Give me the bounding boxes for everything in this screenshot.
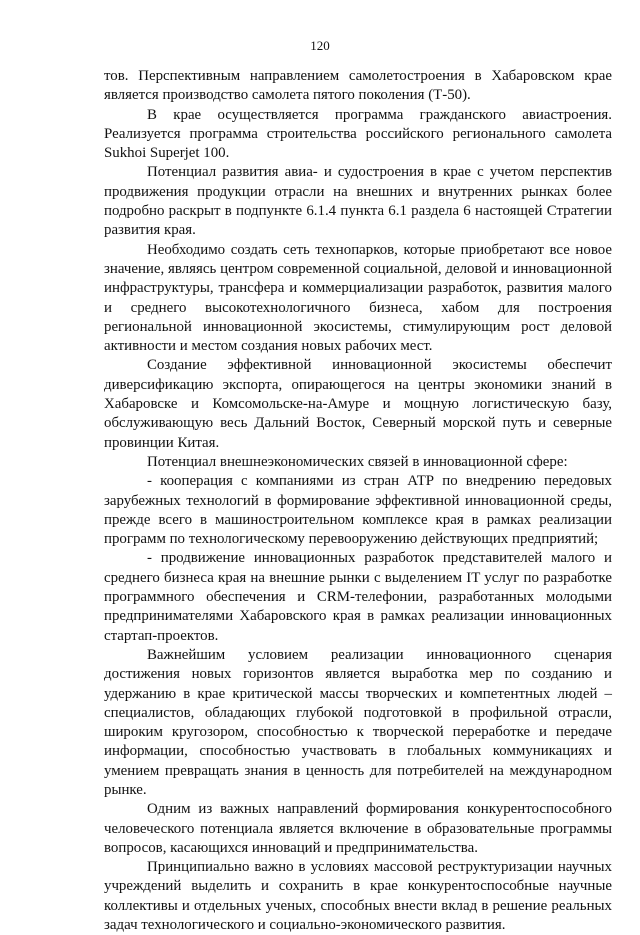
paragraph-9: Принципиально важно в условиях массовой реструктуризации научных учреждений выделить и сохранить в крае конкурентоспособные научные коллективы и отдельных ученых, способных внести вклад в решение реальных задач технологического и социально-экономического развития. [104,859,612,934]
list-item-2: - продвижение инновационных разработок представителей малого и среднего бизнеса края на внешние рынки с выделением IT услуг по разработке программного обеспечения и CRM-телефонии, разработанных молодыми предпринимателями Хабаровского края в рамках реализации инновационных стартап-проектов. [104,550,612,644]
paragraph-2: В крае осуществляется программа гражданского авиастроения. Реализуется программа строительства российского регионального самолета Sukhoi Superjet 100. [104,106,612,162]
paragraph-1: тов. Перспективным направлением самолетостроения в Хабаровском крае является производство самолета пятого поколения (Т-50). [104,68,612,104]
paragraph-6: Потенциал внешнеэкономических связей в инновационной сфере: [147,453,568,470]
paragraph-3: Потенциал развития авиа- и судостроения в крае с учетом перспектив продвижения продукции отрасли на внешних и внутренних рынках более подробно раскрыт в подпункте 6.1.4 пункта 6.1 раздела 6 настоящей Стратегии развития края. [104,164,612,239]
list-item-1: - кооперация с компаниями из стран АТР по внедрению передовых зарубежных технологий в формирование эффективной инновационной среды, прежде всего в машиностроительном комплексе края в рамках реализации программ по технологическому перевооружению действующих предприятий; [104,473,612,548]
page-number: 120 [310,38,330,53]
paragraph-4: Необходимо создать сеть технопарков, которые приобретают все новое значение, являясь центром современной социальной, деловой и инновационной инфраструктуры, трансфера и коммерциализации разработок, развития малого и среднего высокотехнологичного бизнеса, хабом для построения региональной инновационной экосистемы, стимулирующим рост деловой активности и местом создания новых рабочих мест. [104,241,612,355]
paragraph-5: Создание эффективной инновационной экосистемы обеспечит диверсификацию экспорта, опирающегося на центры экономики знаний в Хабаровске и Комсомольске-на-Амуре и мощную логистическую базу, обслуживающую весь Дальний Восток, Северный морской путь и северные провинции Китая. [104,357,612,451]
body-text [104,67,612,935]
paragraph-8: Одним из важных направлений формирования конкурентоспособного человеческого потенциала является включение в образовательные программы вопросов, касающихся инноваций и предпринимательства. [104,801,612,856]
paragraph-7: Важнейшим условием реализации инновационного сценария достижения новых горизонтов является выработка мер по созданию и удержанию в крае критической массы творческих и компетентных людей – специалистов, обладающих глубокой подготовкой в профильной отрасли, широким кругозором, способностью к творческой переработке и передаче информации, способностью участвовать в глобальных коммуникациях и умением превращать знания в ценность для потребителей на международном рынке. [104,646,612,798]
